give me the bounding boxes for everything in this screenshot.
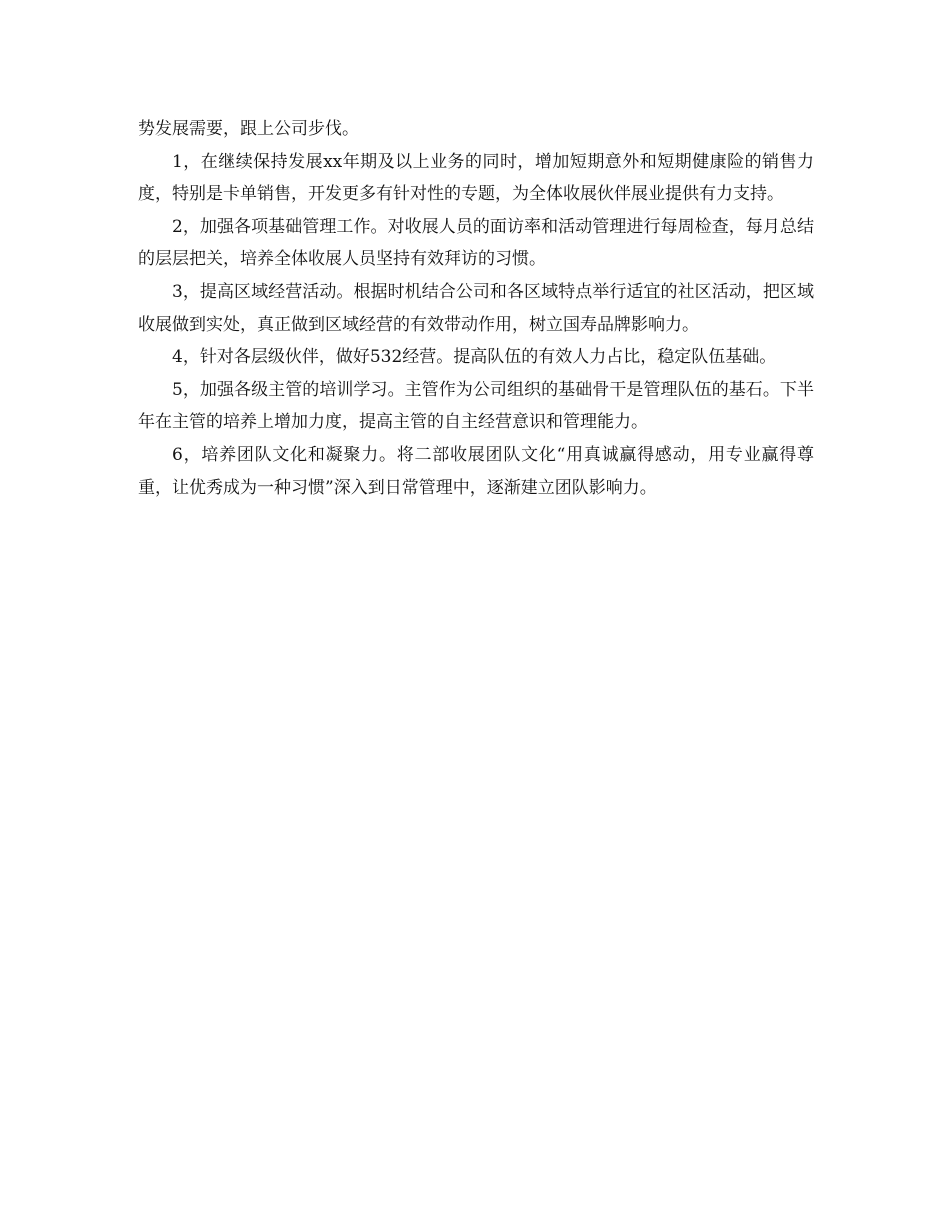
paragraph-item-3: 3，提高区域经营活动。根据时机结合公司和各区域特点举行适宜的社区活动，把区域收展做到实处，真正做到区域经营的有效带动作用，树立国寿品牌影响力。 xyxy=(138,281,814,335)
document-body xyxy=(138,113,814,504)
paragraph-item-2: 2，加强各项基础管理工作。对收展人员的面访率和活动管理进行每周检查，每月总结的层层把关，培养全体收展人员坚持有效拜访的习惯。 xyxy=(138,216,814,270)
paragraph-item-1: 1，在继续保持发展xx年期及以上业务的同时，增加短期意外和短期健康险的销售力度，特别是卡单销售，开发更多有针对性的专题，为全体收展伙伴展业提供有力支持。 xyxy=(138,151,814,205)
paragraph-continuation: 势发展需要，跟上公司步伐。 xyxy=(138,119,359,139)
paragraph-item-6: 6，培养团队文化和凝聚力。将二部收展团队文化“用真诚赢得感动，用专业赢得尊重，让优秀成为一种习惯”深入到日常管理中，逐渐建立团队影响力。 xyxy=(138,444,814,498)
paragraph-item-5: 5，加强各级主管的培训学习。主管作为公司组织的基础骨干是管理队伍的基石。下半年在主管的培养上增加力度，提高主管的自主经营意识和管理能力。 xyxy=(138,379,814,433)
paragraph-item-4: 4，针对各层级伙伴，做好532经营。提高队伍的有效人力占比，稳定队伍基础。 xyxy=(172,347,777,368)
